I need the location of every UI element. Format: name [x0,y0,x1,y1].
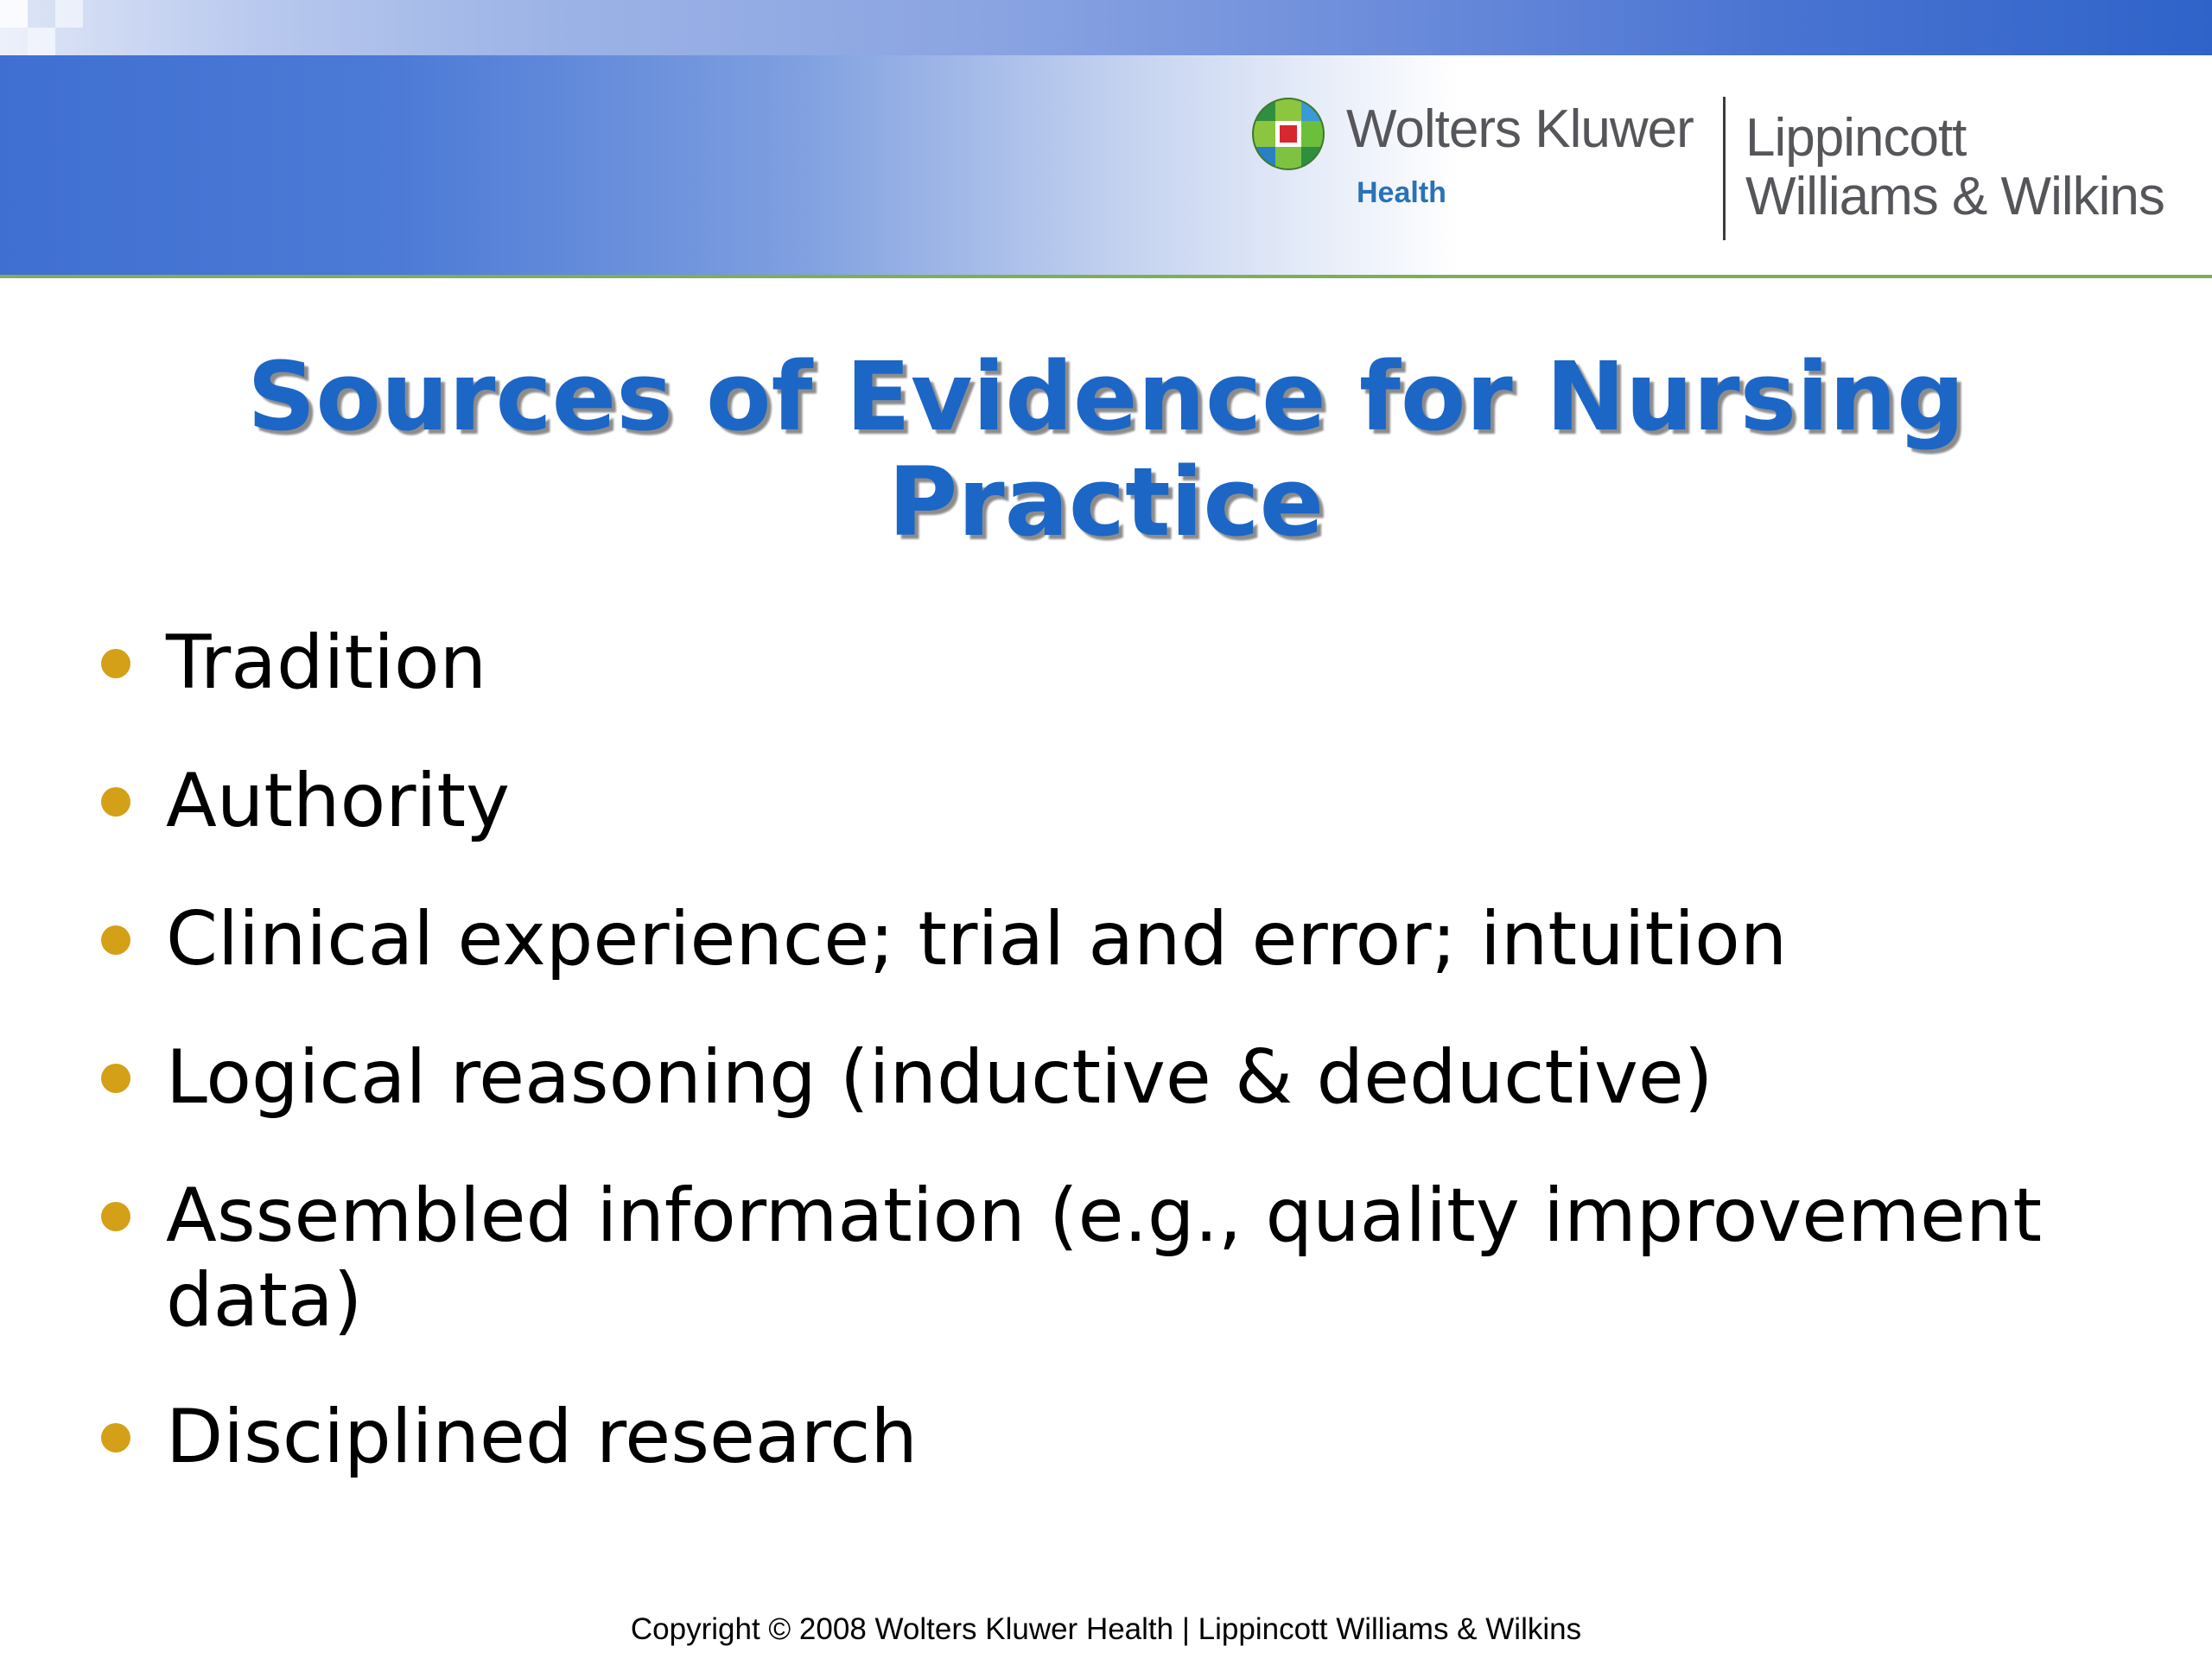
bullet-text: Clinical experience; trial and error; intuition [166,896,1788,982]
logo-company-name: Wolters Kluwer [1346,99,1694,159]
slide-title: Sources of Evidence for Nursing Practice [247,341,1965,557]
bullet-text: Logical reasoning (inductive & deductive) [166,1034,1713,1121]
bullet-text: Assembled information (e.g., quality improvement data) [166,1173,2043,1344]
bullet-text: Authority [166,758,511,844]
bullet-text: Tradition [166,620,487,706]
logo-imprint-line-2: Williams & Wilkins [1745,167,2164,226]
copyright-footer: Copyright © 2008 Wolters Kluwer Health | Lippincott Williams & Wilkins [630,1612,1582,1646]
bullet-dot-icon [101,1202,130,1231]
bullet-dot-icon [101,787,130,817]
bullet-dot-icon [101,649,130,678]
bullet-text: Disciplined research [166,1394,918,1480]
bullet-dot-icon [101,1064,130,1093]
logo-imprint-line-1: Lippincott [1745,108,1967,168]
bullet-dot-icon [101,925,130,955]
logo-division-name: Health [1357,176,1446,209]
bullet-dot-icon [101,1423,130,1452]
